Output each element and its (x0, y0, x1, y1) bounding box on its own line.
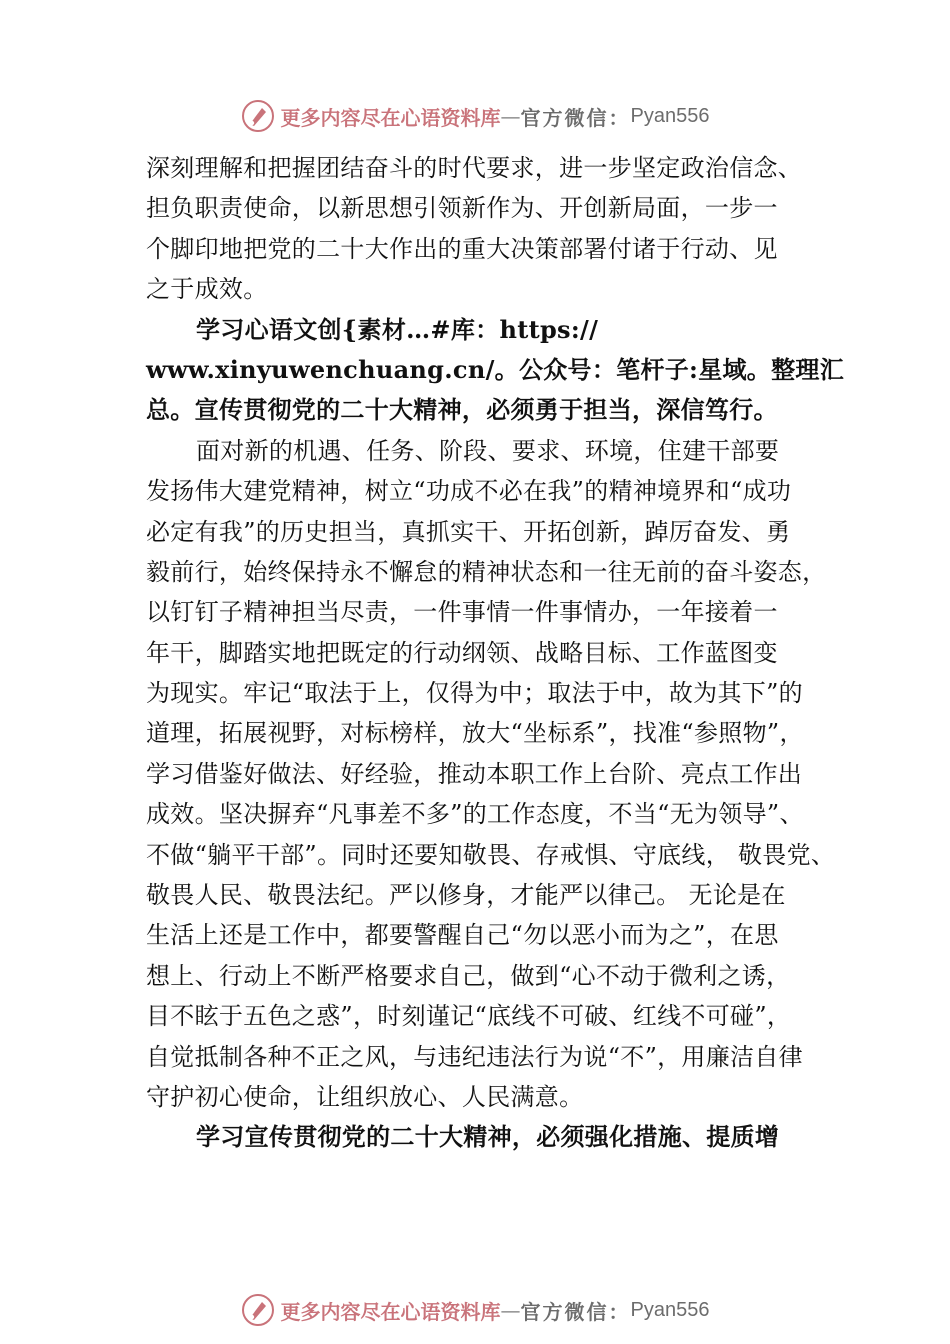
paragraph-line: 面对新的机遇、任务、阶段、要求、环境，住建干部要 (196, 436, 780, 465)
heading-line: 总。宣传贯彻党的二十大精神，必须勇于担当，深信笃行。 (146, 395, 778, 425)
paragraph-line: 守护初心使命，让组织放心、人民满意。 (146, 1082, 584, 1111)
pen-nib-logo-icon (241, 1293, 275, 1327)
footer-separator: — (500, 1298, 521, 1322)
header-banner (0, 94, 950, 138)
paragraph-line: 为现实。牢记“取法于上，仅得为中；取法于中，故为其下”的 (146, 679, 803, 708)
paragraph-line: 之于成效。 (146, 275, 268, 304)
paragraph-line: 深刻理解和把握团结奋斗的时代要求，进一步坚定政治信念、 (146, 154, 803, 182)
header-brand: 更多内容尽在心语资料库 (280, 105, 501, 130)
header-separator: — (500, 104, 521, 128)
paragraph-line: 学习借鉴好做法、好经验，推动本职工作上台阶、亮点工作出 (146, 759, 803, 788)
paragraph-line: 成效。坚决摒弃“凡事差不多”的工作态度，不当“无为领导”、 (146, 800, 804, 829)
pen-nib-logo-icon (241, 99, 275, 133)
paragraph-line: 年干，脚踏实地把既定的行动纲领、战略目标、工作蓝图变 (146, 638, 778, 667)
paragraph-line: 不做“躺平干部”。同时还要知敬畏、存戒惧、守底线， 敬畏党、 (146, 840, 836, 869)
paragraph-line: 自觉抵制各种不正之风，与违纪违法行为说“不”，用廉洁自律 (146, 1042, 803, 1071)
footer-official-label: 官方微信： (520, 1299, 631, 1324)
heading-line: www.xinyuwenchuang.cn/。公众号：笔杆子:星域。整理汇 (146, 354, 845, 384)
footer-banner (0, 1288, 950, 1332)
paragraph-line: 个脚印地把党的二十大作出的重大决策部署付诸于行动、见 (146, 234, 778, 263)
paragraph-line: 敬畏人民、敬畏法纪。严以修身，才能严以律己。 无论是在 (146, 881, 786, 910)
footer-brand: 更多内容尽在心语资料库 (280, 1299, 501, 1324)
paragraph-line: 毅前行，始终保持永不懈怠的精神状态和一往无前的奋斗姿态， (146, 557, 827, 586)
paragraph-line: 想上、行动上不断严格要求自己，做到“心不动于微利之诱， (146, 961, 791, 990)
paragraph-line: 道理，拓展视野，对标榜样，放大“坐标系”，找准“参照物”， (146, 719, 804, 748)
paragraph-line: 发扬伟大建党精神，树立“功成不必在我”的精神境界和“成功 (146, 477, 792, 506)
paragraph-line: 以钉钉子精神担当尽责，一件事情一件事情办，一年接着一 (146, 598, 778, 627)
document-body (146, 148, 845, 1158)
footer-wechat-id: Pyan556 (630, 1298, 710, 1321)
paragraph-line: 生活上还是工作中，都要警醒自己“勿以恶小而为之”，在思 (146, 921, 779, 950)
heading-line: 学习宣传贯彻党的二十大精神，必须强化措施、提质增 (196, 1122, 780, 1152)
paragraph-line: 必定有我”的历史担当，真抓实干、开拓创新，踔厉奋发、勇 (146, 517, 791, 546)
paragraph-line: 目不眩于五色之惑”，时刻谨记“底线不可破、红线不可碰”， (146, 1002, 792, 1031)
header-official-label: 官方微信： (520, 105, 631, 130)
heading-line: 学习心语文创{素材…#库：https:// (196, 314, 599, 344)
paragraph-line: 担负职责使命，以新思想引领新作为、开创新局面，一步一 (146, 194, 778, 223)
header-wechat-id: Pyan556 (630, 104, 710, 127)
